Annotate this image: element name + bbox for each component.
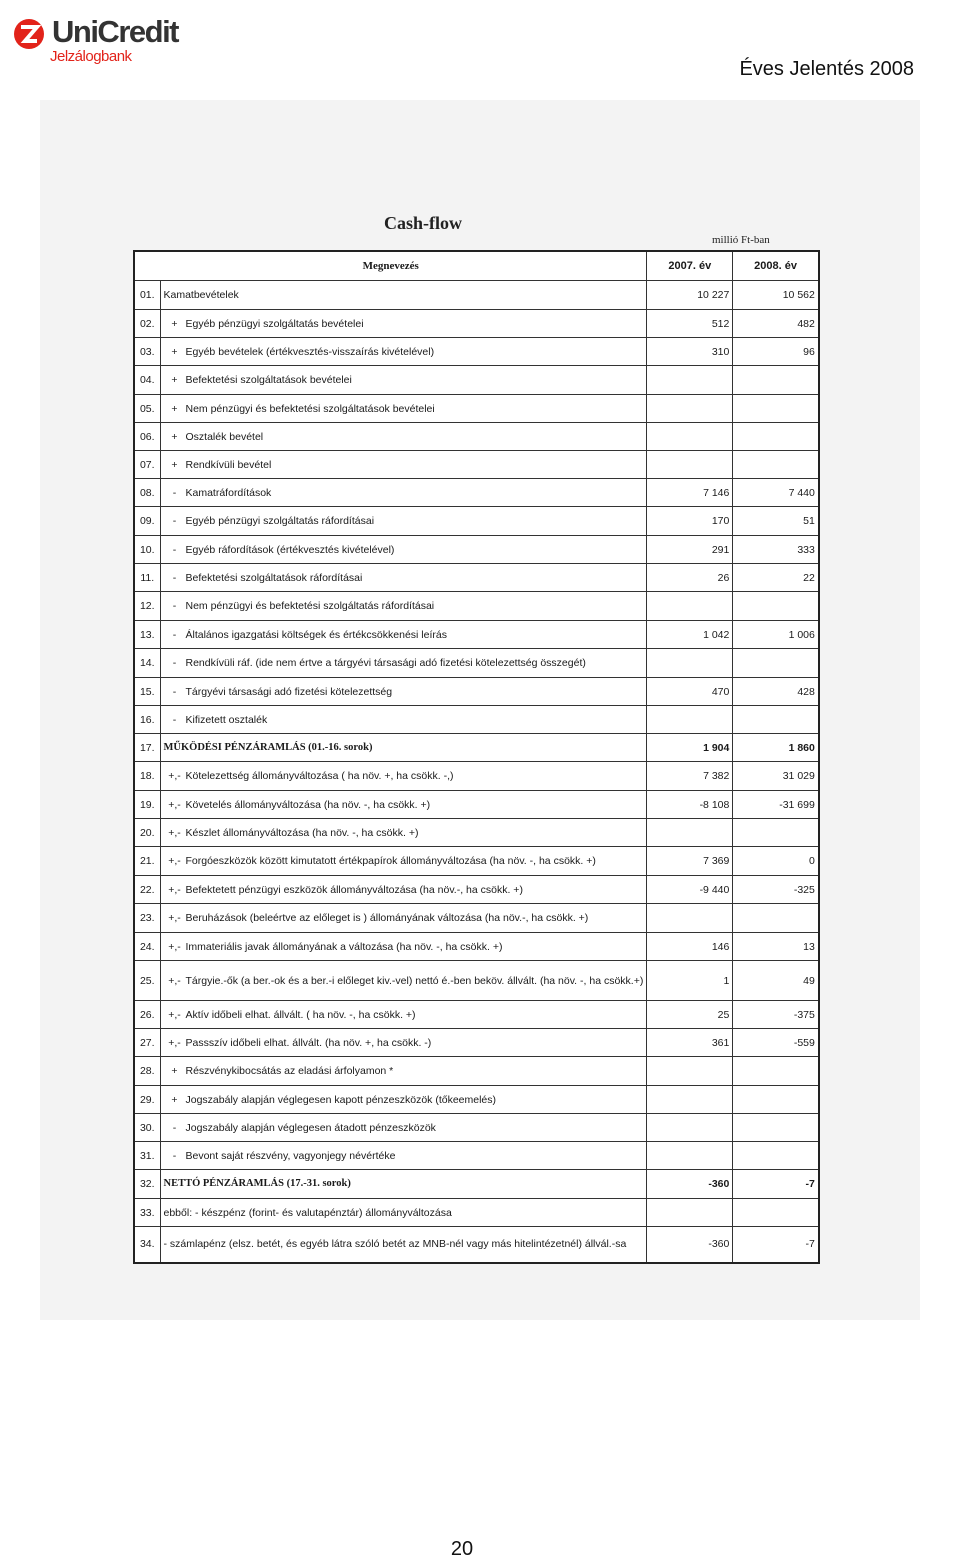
row-number: 05. — [134, 395, 160, 423]
row-description-cell — [160, 281, 647, 310]
value-2008: -7 — [733, 1170, 819, 1199]
row-description: Egyéb bevételek (értékvesztés-visszaírás kivételével) — [185, 345, 435, 358]
value-2007: 1 904 — [647, 734, 733, 762]
table-row — [134, 961, 819, 1001]
value-2007: 512 — [647, 310, 733, 338]
row-number: 17. — [134, 734, 160, 762]
table-row — [134, 819, 819, 847]
row-description: Készlet állományváltozása (ha növ. -, ha csökk. +) — [185, 826, 419, 839]
value-2007: 470 — [647, 678, 733, 706]
table-row — [134, 1227, 819, 1263]
value-2008 — [733, 649, 819, 678]
value-2008: 1 006 — [733, 621, 819, 649]
row-description-cell — [160, 621, 647, 649]
row-number: 03. — [134, 338, 160, 366]
value-2007 — [647, 592, 733, 621]
table-row — [134, 281, 819, 310]
row-number: 06. — [134, 423, 160, 451]
row-description-cell — [160, 592, 647, 621]
row-description-cell — [160, 678, 647, 706]
table-row — [134, 1057, 819, 1086]
value-2008: -31 699 — [733, 791, 819, 819]
row-description: Rendkívüli ráf. (ide nem értve a tárgyévi társasági adó fizetési kötelezettség összegét) — [185, 657, 586, 669]
row-number: 20. — [134, 819, 160, 847]
row-number: 12. — [134, 592, 160, 621]
value-2008: -559 — [733, 1029, 819, 1057]
row-sign: +,- — [168, 770, 181, 782]
value-2007: 25 — [647, 1001, 733, 1029]
row-description-cell — [160, 706, 647, 734]
row-sign: - — [172, 543, 177, 556]
value-2008: -375 — [733, 1001, 819, 1029]
row-sign: +,- — [168, 855, 181, 867]
value-2008 — [733, 1086, 819, 1114]
row-description: Beruházások (beleértve az előleget is ) állományának változása (ha növ.-, ha csökk. +) — [185, 912, 589, 924]
row-description: - számlapénz (elsz. betét, és egyéb látra szóló betét az MNB-nél vagy más hitelintézetnél) állvál.-sa — [163, 1238, 627, 1251]
row-number: 26. — [134, 1001, 160, 1029]
table-row — [134, 366, 819, 395]
row-description: Jogszabály alapján véglegesen átadott pénzeszközök — [185, 1121, 436, 1134]
row-number: 24. — [134, 933, 160, 961]
row-number: 33. — [134, 1199, 160, 1227]
table-row — [134, 904, 819, 933]
value-2008: 333 — [733, 536, 819, 564]
row-sign: +,- — [168, 883, 181, 896]
row-description: Részvénykibocsátás az eladási árfolyamon * — [185, 1065, 394, 1077]
row-description: Tárgyévi társasági adó fizetési kötelezettség — [185, 685, 393, 698]
value-2007: 170 — [647, 507, 733, 536]
value-2008 — [733, 423, 819, 451]
header-2008: 2008. év — [733, 251, 819, 281]
row-description: Kamatráfordítások — [185, 486, 272, 499]
row-description-cell — [160, 933, 647, 961]
row-description-cell — [160, 1199, 647, 1227]
row-description: Befektetési szolgáltatások bevételei — [185, 374, 352, 386]
value-2007 — [647, 1114, 733, 1142]
logo-subtitle: Jelzálogbank — [50, 48, 132, 65]
row-sign: + — [171, 1093, 178, 1106]
row-description: Nem pénzügyi és befektetési szolgáltatás ráfordításai — [185, 600, 435, 612]
table-header-row — [134, 251, 819, 281]
table-row — [134, 933, 819, 961]
row-sign: - — [172, 713, 177, 726]
table-row — [134, 678, 819, 706]
row-number: 19. — [134, 791, 160, 819]
row-number: 21. — [134, 847, 160, 876]
row-description: Forgóeszközök között kimutatott értékpapírok állományváltozása (ha növ. -, ha csökk. +) — [185, 855, 596, 867]
row-description-cell — [160, 876, 647, 904]
row-sign: + — [171, 317, 178, 330]
row-description-cell — [160, 1029, 647, 1057]
row-sign: - — [172, 1121, 177, 1134]
row-description: Passszív időbeli elhat. állvált. (ha növ. +, ha csökk. -) — [185, 1036, 432, 1049]
value-2008 — [733, 1199, 819, 1227]
table-row — [134, 536, 819, 564]
row-number: 22. — [134, 876, 160, 904]
row-description-cell — [160, 1001, 647, 1029]
value-2007: 361 — [647, 1029, 733, 1057]
table-row — [134, 592, 819, 621]
row-number: 27. — [134, 1029, 160, 1057]
value-2008: 49 — [733, 961, 819, 1001]
value-2007 — [647, 423, 733, 451]
value-2008 — [733, 366, 819, 395]
value-2007 — [647, 451, 733, 479]
row-number: 02. — [134, 310, 160, 338]
row-description-cell — [160, 536, 647, 564]
value-2007: -9 440 — [647, 876, 733, 904]
value-2008: 1 860 — [733, 734, 819, 762]
row-description: Kötelezettség állományváltozása ( ha növ. +, ha csökk. -,) — [185, 770, 454, 782]
row-sign: - — [172, 685, 177, 698]
value-2008: 0 — [733, 847, 819, 876]
value-2007: 26 — [647, 564, 733, 592]
row-sign: + — [171, 345, 178, 358]
row-description: Nem pénzügyi és befektetési szolgáltatások bevételei — [185, 402, 435, 415]
value-2007 — [647, 706, 733, 734]
row-number: 07. — [134, 451, 160, 479]
value-2007: -360 — [647, 1227, 733, 1263]
cashflow-title: Cash-flow — [383, 213, 462, 233]
row-description: Általános igazgatási költségek és értékcsökkenési leírás — [185, 628, 447, 641]
value-2008 — [733, 1142, 819, 1170]
table-row — [134, 395, 819, 423]
row-description: Jogszabály alapján véglegesen kapott pénzeszközök (tőkeemelés) — [185, 1093, 497, 1106]
row-description-cell — [160, 1057, 647, 1086]
value-2007 — [647, 904, 733, 933]
row-sign: + — [171, 430, 178, 443]
row-description-cell — [160, 366, 647, 395]
value-2008: 51 — [733, 507, 819, 536]
row-description-cell — [160, 904, 647, 933]
row-number: 18. — [134, 762, 160, 791]
value-2008: 13 — [733, 933, 819, 961]
row-number: 16. — [134, 706, 160, 734]
row-number: 01. — [134, 281, 160, 310]
row-number: 23. — [134, 904, 160, 933]
row-description-cell — [160, 507, 647, 536]
header-megnevezes: Megnevezés — [134, 251, 647, 281]
table-row — [134, 1001, 819, 1029]
table-row — [134, 1086, 819, 1114]
value-2007 — [647, 366, 733, 395]
value-2008 — [733, 904, 819, 933]
row-number: 30. — [134, 1114, 160, 1142]
value-2008 — [733, 819, 819, 847]
value-2007 — [647, 819, 733, 847]
value-2007 — [647, 1142, 733, 1170]
value-2007 — [647, 1057, 733, 1086]
row-description-cell — [160, 395, 647, 423]
row-number: 08. — [134, 479, 160, 507]
row-description: Befektetési szolgáltatások ráfordításai — [185, 571, 363, 584]
value-2008 — [733, 592, 819, 621]
value-2008 — [733, 1057, 819, 1086]
row-sign: +,- — [168, 912, 181, 924]
row-description-cell — [160, 819, 647, 847]
table-row — [134, 649, 819, 678]
row-sign: +,- — [168, 940, 181, 953]
value-2008: -7 — [733, 1227, 819, 1263]
row-description: Befektetett pénzügyi eszközök állományváltozása (ha növ.-, ha csökk. +) — [185, 883, 523, 896]
row-number: 14. — [134, 649, 160, 678]
cashflow-table — [133, 250, 820, 1264]
row-description-cell — [160, 1142, 647, 1170]
row-description: Tárgyie.-ők (a ber.-ok és a ber.-i előleget kiv.-vel) nettó é.-ben beköv. állvált. (ha növ. -, ha csökk.+) — [185, 974, 644, 987]
page-number: 20 — [450, 1538, 474, 1560]
row-description-cell — [160, 451, 647, 479]
row-description-cell — [160, 423, 647, 451]
row-description-cell — [160, 762, 647, 791]
row-sign: +,- — [168, 1008, 181, 1021]
row-description: MŰKÖDÉSI PÉNZÁRAMLÁS (01.-16. sorok) — [163, 741, 373, 753]
table-row — [134, 310, 819, 338]
unicredit-logo-icon — [12, 17, 48, 51]
row-description: Kifizetett osztalék — [185, 713, 268, 726]
value-2008: 22 — [733, 564, 819, 592]
value-2008: -325 — [733, 876, 819, 904]
row-description-cell — [160, 1170, 647, 1199]
row-description-cell — [160, 479, 647, 507]
row-sign: +,- — [168, 826, 181, 839]
row-description-cell — [160, 734, 647, 762]
report-title: Éves Jelentés 2008 — [739, 58, 914, 80]
row-number: 10. — [134, 536, 160, 564]
table-row — [134, 621, 819, 649]
row-description-cell — [160, 564, 647, 592]
value-2007: 291 — [647, 536, 733, 564]
row-sign: +,- — [168, 974, 181, 987]
value-2007: 7 382 — [647, 762, 733, 791]
row-description-cell — [160, 310, 647, 338]
row-number: 09. — [134, 507, 160, 536]
row-description: Rendkívüli bevétel — [185, 458, 272, 471]
value-2008 — [733, 451, 819, 479]
unicredit-logo — [12, 14, 192, 70]
value-2008 — [733, 395, 819, 423]
row-sign: + — [171, 402, 178, 415]
row-description-cell — [160, 1086, 647, 1114]
row-description: Egyéb pénzügyi szolgáltatás ráfordításai — [185, 515, 375, 527]
value-2007 — [647, 1199, 733, 1227]
logo-wordmark: UniCredit — [52, 14, 178, 49]
table-row — [134, 1199, 819, 1227]
row-sign: - — [172, 657, 177, 669]
row-sign: +,- — [168, 1036, 181, 1049]
value-2008: 31 029 — [733, 762, 819, 791]
row-sign: + — [171, 1065, 178, 1077]
row-description: Immateriális javak állományának a változása (ha növ. -, ha csökk. +) — [185, 940, 503, 953]
value-2007: 310 — [647, 338, 733, 366]
row-description-cell — [160, 847, 647, 876]
row-sign: +,- — [168, 798, 181, 811]
row-description: Egyéb pénzügyi szolgáltatás bevételei — [185, 317, 364, 330]
row-number: 34. — [134, 1227, 160, 1263]
row-description: Követelés állományváltozása (ha növ. -, ha csökk. +) — [185, 798, 431, 811]
value-2007: -360 — [647, 1170, 733, 1199]
table-row — [134, 1170, 819, 1199]
row-sign: - — [172, 486, 177, 499]
row-description: ebből: - készpénz (forint- és valutapénztár) állományváltozása — [163, 1206, 452, 1219]
table-row — [134, 706, 819, 734]
value-2007: 10 227 — [647, 281, 733, 310]
table-row — [134, 451, 819, 479]
row-number: 28. — [134, 1057, 160, 1086]
row-number: 25. — [134, 961, 160, 1001]
row-sign: + — [171, 374, 178, 386]
table-row — [134, 762, 819, 791]
value-2007 — [647, 395, 733, 423]
value-2007: 1 — [647, 961, 733, 1001]
unit-label: millió Ft-ban — [712, 234, 770, 246]
row-number: 11. — [134, 564, 160, 592]
value-2007: 7 146 — [647, 479, 733, 507]
row-sign: - — [172, 1149, 177, 1162]
value-2008: 482 — [733, 310, 819, 338]
row-number: 13. — [134, 621, 160, 649]
header-2007: 2007. év — [647, 251, 733, 281]
row-description: Osztalék bevétel — [185, 430, 264, 443]
value-2007: 1 042 — [647, 621, 733, 649]
row-sign: - — [172, 571, 177, 584]
row-number: 32. — [134, 1170, 160, 1199]
table-row — [134, 338, 819, 366]
row-description-cell — [160, 791, 647, 819]
row-number: 31. — [134, 1142, 160, 1170]
table-row — [134, 479, 819, 507]
row-description: Aktív időbeli elhat. állvált. ( ha növ. -, ha csökk. +) — [185, 1008, 416, 1021]
row-description-cell — [160, 1227, 647, 1263]
table-row — [134, 423, 819, 451]
table-row — [134, 1114, 819, 1142]
row-sign: - — [172, 600, 177, 612]
table-row — [134, 876, 819, 904]
table-row — [134, 1029, 819, 1057]
value-2008: 428 — [733, 678, 819, 706]
value-2007: -8 108 — [647, 791, 733, 819]
row-description: Egyéb ráfordítások (értékvesztés kivételével) — [185, 543, 395, 556]
value-2007 — [647, 649, 733, 678]
row-description-cell — [160, 961, 647, 1001]
value-2007 — [647, 1086, 733, 1114]
row-number: 04. — [134, 366, 160, 395]
table-row — [134, 734, 819, 762]
row-description-cell — [160, 338, 647, 366]
row-description-cell — [160, 649, 647, 678]
row-number: 15. — [134, 678, 160, 706]
row-sign: + — [171, 458, 178, 471]
value-2008 — [733, 706, 819, 734]
row-description: NETTÓ PÉNZÁRAMLÁS (17.-31. sorok) — [163, 1178, 351, 1189]
value-2007: 7 369 — [647, 847, 733, 876]
value-2008 — [733, 1114, 819, 1142]
value-2007: 146 — [647, 933, 733, 961]
table-row — [134, 847, 819, 876]
value-2008: 7 440 — [733, 479, 819, 507]
table-row — [134, 564, 819, 592]
row-description: Bevont saját részvény, vagyonjegy névértéke — [185, 1149, 396, 1162]
table-row — [134, 1142, 819, 1170]
value-2008: 96 — [733, 338, 819, 366]
value-2008: 10 562 — [733, 281, 819, 310]
table-row — [134, 507, 819, 536]
row-sign: - — [172, 515, 177, 527]
table-row — [134, 791, 819, 819]
row-sign: - — [172, 628, 177, 641]
row-number: 29. — [134, 1086, 160, 1114]
row-description-cell — [160, 1114, 647, 1142]
row-description: Kamatbevételek — [163, 289, 239, 301]
